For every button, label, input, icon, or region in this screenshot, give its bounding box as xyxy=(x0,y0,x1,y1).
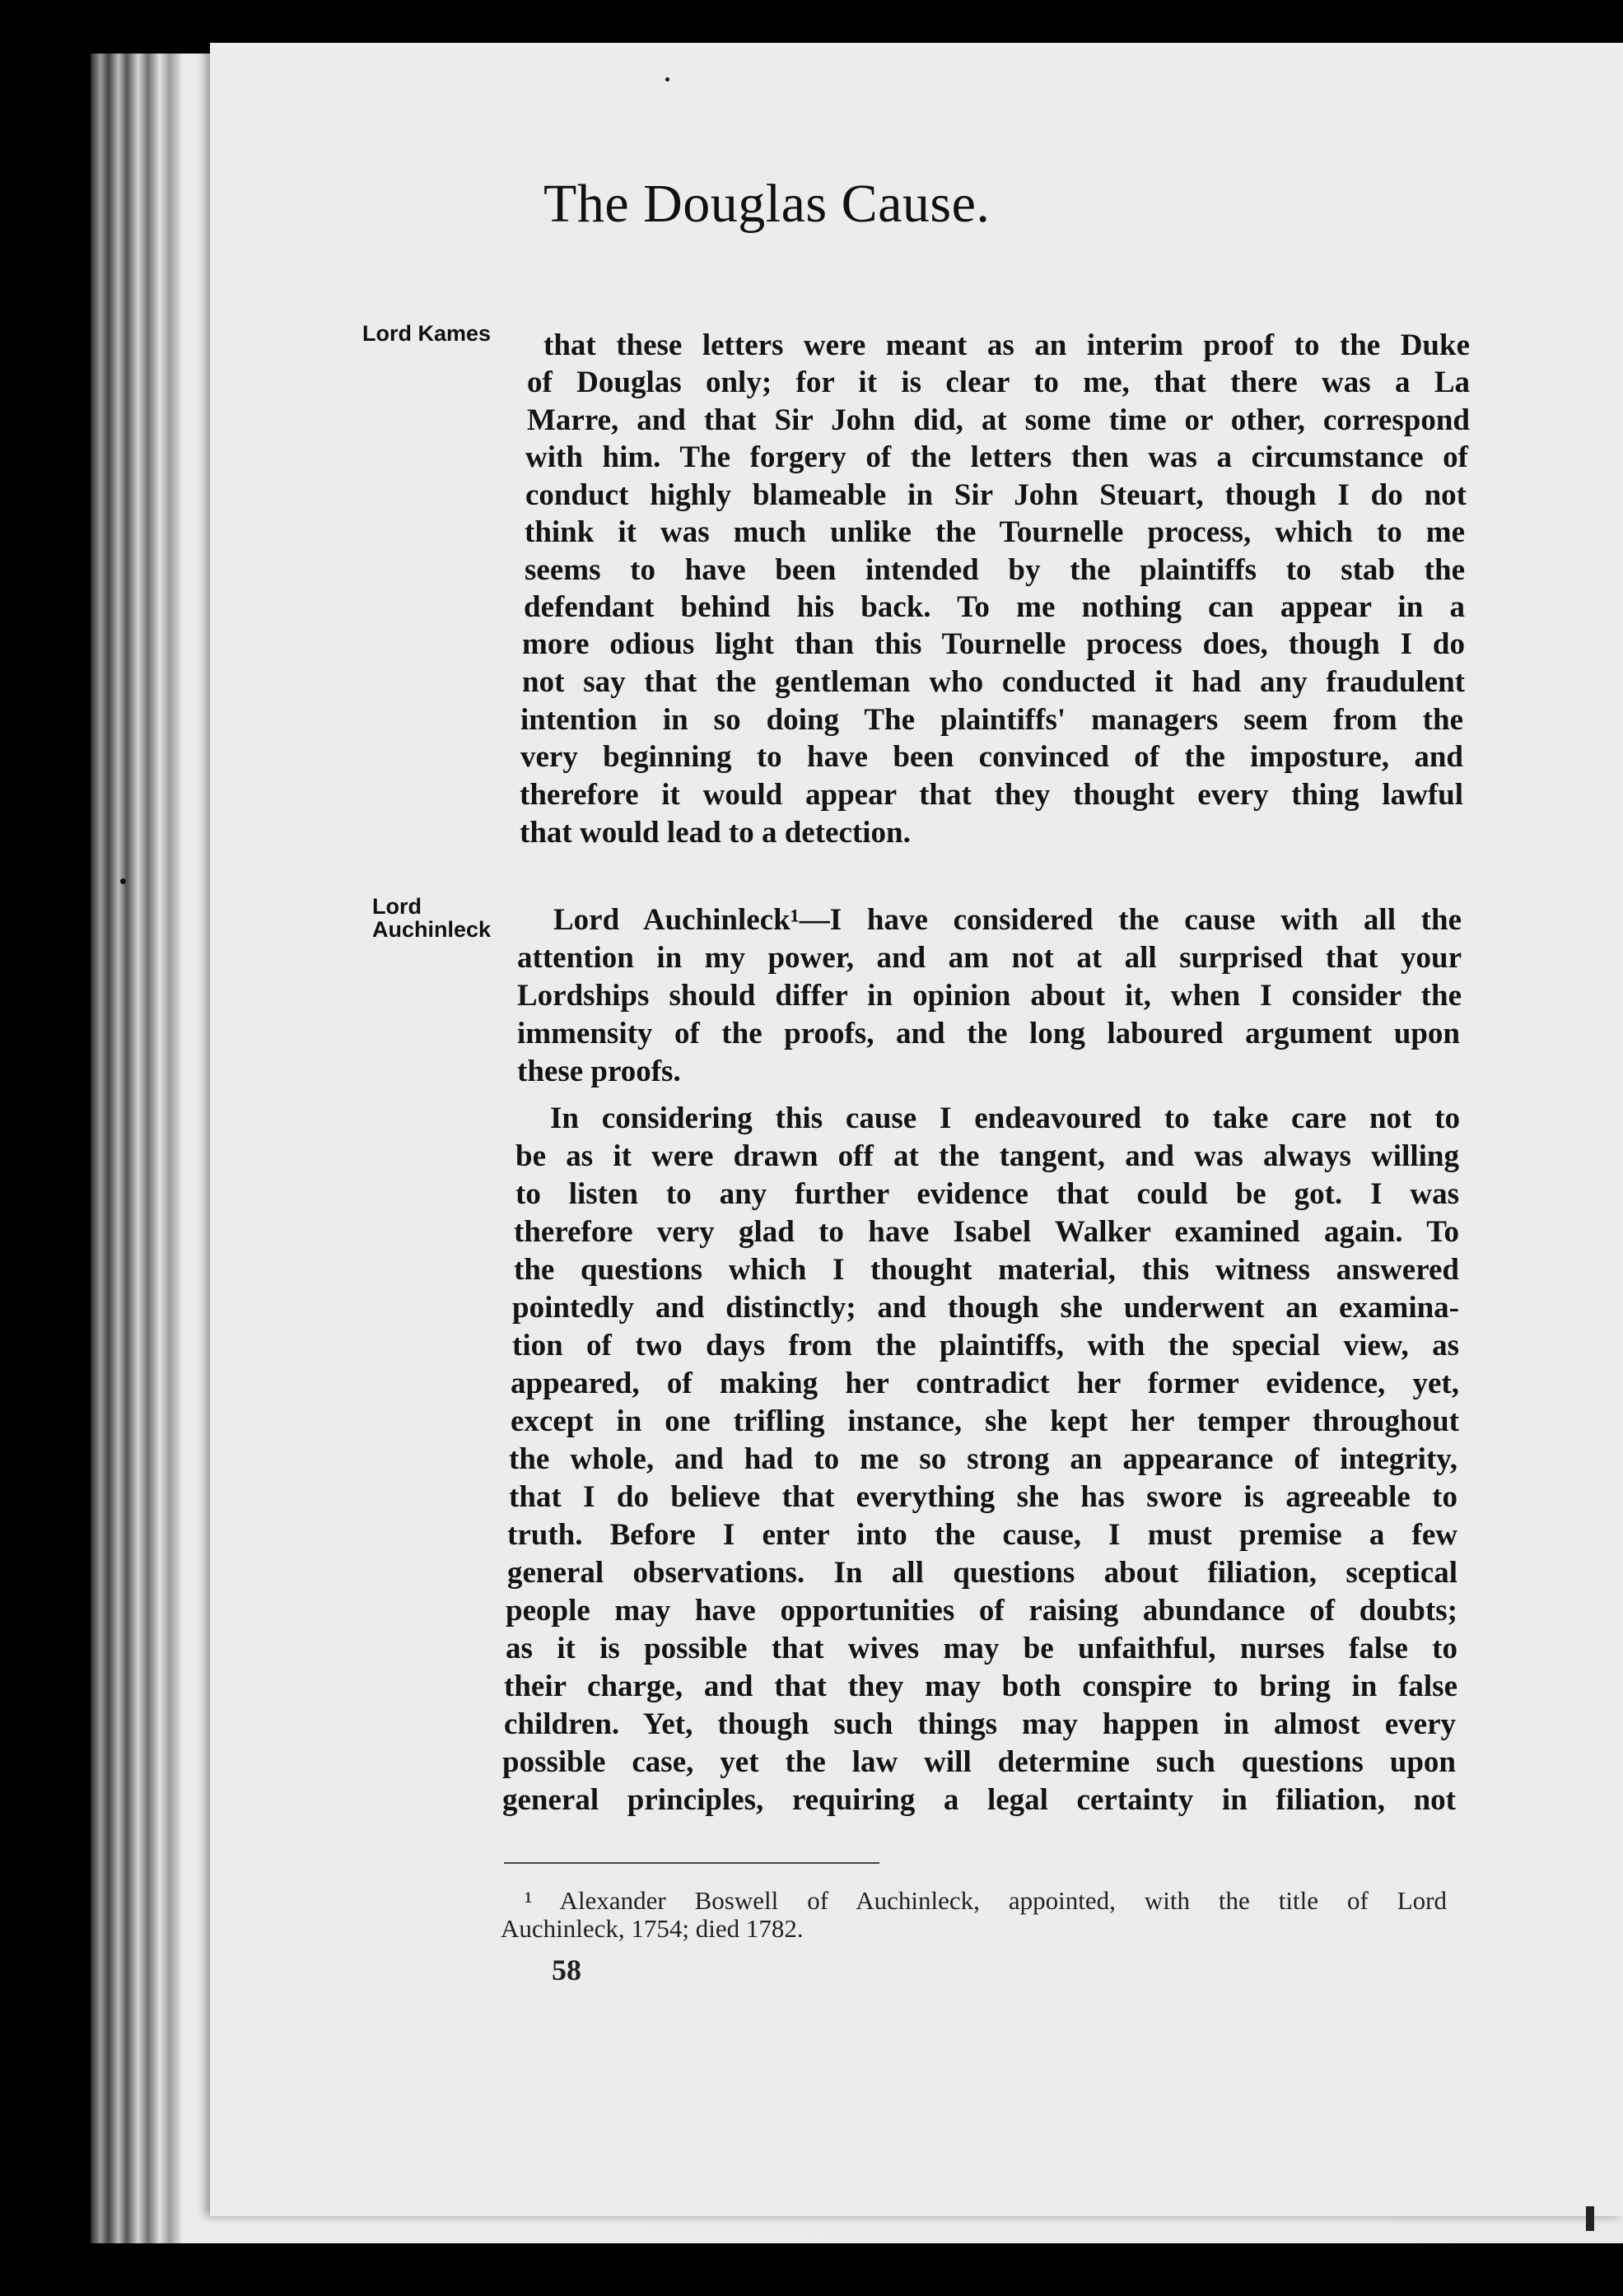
margin-speck xyxy=(665,77,669,82)
text-line: truth. Before I enter into the cause, I must premise a few xyxy=(507,1518,1457,1552)
sidenote-auchinleck: Auchinleck xyxy=(372,917,492,942)
text-line: therefore very glad to have Isabel Walker examined again. To xyxy=(514,1215,1459,1249)
text-line: seems to have been intended by the plaintiffs to stab the xyxy=(525,553,1465,587)
text-line: very beginning to have been convinced of the imposture, and xyxy=(520,740,1463,774)
text-line: these proofs. xyxy=(517,1055,681,1088)
text-line: Lord Auchinleck¹—I have considered the cause with all the xyxy=(553,903,1462,937)
text-line: general principles, requiring a legal certainty in filiation, not xyxy=(502,1783,1456,1817)
text-line: In considering this cause I endeavoured to take care not to xyxy=(550,1101,1460,1135)
text-line: possible case, yet the law will determine such questions upon xyxy=(502,1745,1456,1779)
text-line: appeared, of making her contradict her former evidence, yet, xyxy=(511,1367,1459,1400)
footnote-line: ¹ Alexander Boswell of Auchinleck, appointed, with the title of Lord xyxy=(525,1886,1447,1915)
text-line: that I do believe that everything she has swore is agreeable to xyxy=(509,1480,1457,1514)
page-number: 58 xyxy=(552,1954,581,1986)
text-line: defendant behind his back. To me nothing can appear in a xyxy=(524,590,1465,624)
text-line: the questions which I thought material, this witness answered xyxy=(514,1253,1459,1287)
text-line: attention in my power, and am not at all surprised that your xyxy=(517,941,1462,975)
text-line: Lordships should differ in opinion about it, when I consider the xyxy=(517,979,1462,1013)
footnote-rule xyxy=(504,1862,879,1864)
text-line: conduct highly blameable in Sir John Steuart, though I do not xyxy=(525,478,1467,512)
corner-mark xyxy=(1586,2206,1594,2231)
text-line: that would lead to a detection. xyxy=(520,816,911,850)
text-line: think it was much unlike the Tournelle process, which to me xyxy=(525,515,1465,549)
text-line: except in one trifling instance, she kept her temper throughout xyxy=(511,1404,1459,1438)
text-line: tion of two days from the plaintiffs, with the special view, as xyxy=(512,1329,1459,1362)
text-line: general observations. In all questions about filiation, sceptical xyxy=(507,1556,1457,1590)
text-line: immensity of the proofs, and the long laboured argument upon xyxy=(517,1017,1460,1050)
text-line: the whole, and had to me so strong an appearance of integrity, xyxy=(509,1442,1457,1476)
sidenote-lord-kames: Lord Kames xyxy=(362,321,492,346)
text-line: be as it were drawn off at the tangent, and was always willing xyxy=(515,1139,1459,1173)
sidenote-lord: Lord xyxy=(372,894,422,919)
footnote-line: Auchinleck, 1754; died 1782. xyxy=(501,1914,804,1943)
text-line: with him. The forgery of the letters then was a circumstance of xyxy=(525,440,1468,474)
text-line: pointedly and distinctly; and though she underwent an examina- xyxy=(512,1291,1459,1325)
text-line: to listen to any further evidence that could be got. I was xyxy=(515,1177,1459,1211)
text-line: their charge, and that they may both conspire to bring in false xyxy=(504,1670,1457,1703)
text-line: children. Yet, though such things may happen in almost every xyxy=(504,1707,1456,1741)
text-line: more odious light than this Tournelle process does, though I do xyxy=(522,627,1465,661)
text-line: as it is possible that wives may be unfaithful, nurses false to xyxy=(506,1632,1457,1665)
text-line: people may have opportunities of raising abundance of doubts; xyxy=(506,1594,1457,1628)
margin-speck xyxy=(120,878,126,884)
page-title: The Douglas Cause. xyxy=(543,174,991,234)
text-line: intention in so doing The plaintiffs' managers seem from the xyxy=(520,703,1463,737)
text-line: of Douglas only; for it is clear to me, that there was a La xyxy=(527,366,1470,399)
text-line: that these letters were meant as an interim proof to the Duke xyxy=(543,328,1470,362)
text-line: not say that the gentleman who conducted it had any fraudulent xyxy=(522,665,1465,699)
text-line: therefore it would appear that they thought every thing lawful xyxy=(520,778,1463,812)
text-line: Marre, and that Sir John did, at some time or other, correspond xyxy=(527,403,1470,437)
